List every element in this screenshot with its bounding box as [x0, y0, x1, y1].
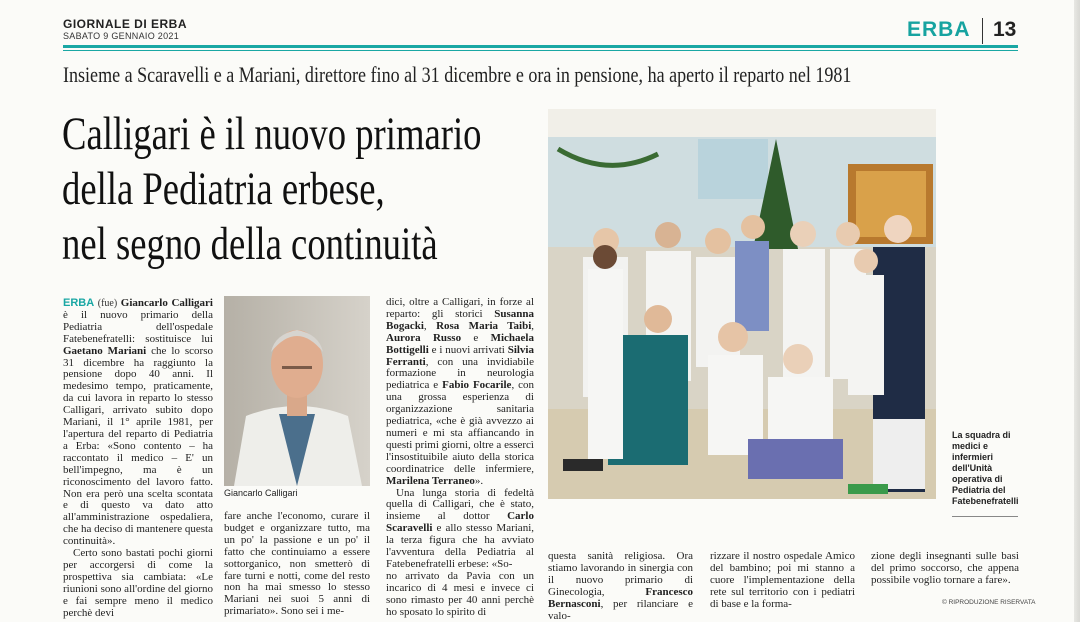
- masthead-name: GIORNALE DI ERBA: [63, 17, 188, 31]
- photo-caption: La squadra di medici e infermieri dell'Unità operativa di Pediatria del Fatebenefratelli: [952, 430, 1019, 506]
- text-run: ».: [474, 474, 484, 487]
- person-name: Carlo Scaravelli: [386, 510, 534, 535]
- text-run: è il nuovo primario della Pediatria dell'ospedale Fatebenefratelli: sostituisce lui: [63, 308, 213, 345]
- person-name: Fabio Focarile: [442, 379, 512, 392]
- headline-line: della Pediatria erbese,: [62, 163, 385, 215]
- article-paragraph: rizzare il nostro ospedale Amico del bambino; poi mi stanno a cuore l'implementazione della rete sul territorio con i pediatri di base e la forma-: [710, 550, 855, 610]
- person-name: Aurora Russo: [386, 331, 462, 344]
- person-name: Rosa Maria Taibi: [436, 319, 532, 332]
- page-edge: [1074, 0, 1080, 622]
- article-column-5: [710, 551, 855, 611]
- headline-line: nel segno della continuità: [62, 218, 438, 270]
- person-name: Susanna Bogacki: [386, 307, 534, 332]
- article-column-2: [224, 511, 370, 618]
- article-column-3: [386, 297, 534, 618]
- article-byline: (fue): [97, 298, 118, 309]
- article-column-4: [548, 551, 693, 622]
- kicker: Insieme a Scaravelli e a Mariani, direttore fino al 31 dicembre e ora in pensione, ha aperto il reparto nel 1981: [63, 62, 852, 87]
- text-run: ,: [531, 319, 535, 332]
- headline: [62, 108, 481, 273]
- article-paragraph: fare anche l'economo, curare il budget e organizzare tutto, ma un po' la passione e un po' il fatto che continuiamo a essere sottorganico, non smetterò di fare turni e notti, come del resto non ha mai smesso lo stesso Mariani nei suoi 5 anni di primariato». Sono sei i me-: [224, 510, 370, 618]
- text-run: , per rilanciare e valo-: [548, 597, 693, 622]
- paragraph-text: [63, 297, 213, 547]
- copyright-notice: © RIPRODUZIONE RISERVATA: [942, 599, 1036, 606]
- text-run: che lo scorso 31 dicembre ha raggiunto la pensione dopo 40 anni. Il medesimo tempo, praticamente, da cui lavora in reparto lo stesso Calligari, arrivato subito dopo Mariani, il 1° aprile 1981, per l'apertura del reparto di Pediatria a Erba: «Sono contento – ha raccontato il medico – E' un bell'impegno, ma è un riconoscimento del lavoro fatto. Non era però una scelta scontata e di questo va dato atto all'amministrazione ospedaliera, che ha deciso di mantenere questa continuità».: [63, 344, 213, 548]
- portrait-photo: [224, 296, 370, 486]
- page-number: 13: [993, 18, 1017, 41]
- person-name: Giancarlo Calligari: [120, 297, 213, 309]
- text-run: e i nuovi arrivati: [428, 343, 508, 356]
- text-run: e allo stesso Mariani, la terza figura che ha avviato l'avventura della Pediatria al Fatebenefratelli erbese: «So-: [386, 522, 534, 570]
- text-run: , con una grossa esperienza di organizzazione sanitaria pediatrica, «che è già avvezzo ai numeri e mi sta affiancando in questi primi giorni, oltre a essercì l'insostituibile aiuto della storica coordinatrice delle infermiere,: [386, 379, 535, 475]
- text-run: dici, oltre a Calligari, in forze al reparto: gli storici: [386, 296, 534, 320]
- team-photo: [548, 109, 936, 499]
- person-name: Silvia Ferranti: [386, 343, 534, 368]
- person-name: Marilena Terraneo: [386, 474, 475, 487]
- text-run: questa sanità religiosa. Ora stiamo lavorando in sinergia con il nuovo primario di Ginecologia,: [548, 550, 693, 598]
- text-run: e: [461, 331, 491, 344]
- text-run: Una lunga storia di fedeltà quella di Calligari, che è stato, insieme al dottor: [386, 486, 534, 523]
- article-dateline: ERBA: [63, 297, 95, 309]
- header-rule: [63, 45, 1018, 48]
- article-paragraph: [63, 297, 213, 548]
- headline-line: Calligari è il nuovo primario: [62, 108, 482, 160]
- section-divider: [982, 18, 983, 44]
- section-name: ERBA: [907, 18, 971, 41]
- masthead-date: SABATO 9 GENNAIO 2021: [63, 31, 180, 41]
- person-name: Francesco Bernasconi: [548, 585, 693, 610]
- article-paragraph: [386, 488, 534, 571]
- article-column-1: [63, 297, 213, 619]
- text-run: ,: [423, 319, 437, 332]
- article-paragraph: no arrivato da Pavia con un incarico di 4 mesi e invece ci sono rimasto per 40 anni perchè ho sposato lo spirito di: [386, 569, 534, 618]
- article-paragraph: [548, 551, 693, 622]
- article-paragraph: Certo sono bastati pochi giorni per accorgersi di come la prospettiva sia cambiata: «Le riunioni sono all'ordine del giorno e fai sempre meno il medico perchè devi: [63, 547, 213, 619]
- article-paragraph: zione degli insegnanti sulle basi del primo soccorso, che appena possibile voglio tornare a fare».: [871, 550, 1019, 586]
- header-rule-thin: [63, 50, 1018, 51]
- article-paragraph: [386, 297, 534, 488]
- caption-rule: [952, 516, 1018, 517]
- portrait-caption: Giancarlo Calligari: [224, 488, 298, 498]
- person-name: Gaetano Mariani: [63, 344, 147, 357]
- person-name: Michaela Bottigelli: [386, 331, 534, 356]
- article-column-6: [871, 551, 1019, 587]
- text-run: , con una invidiabile formazione in neurologia pediatrica e: [386, 355, 534, 392]
